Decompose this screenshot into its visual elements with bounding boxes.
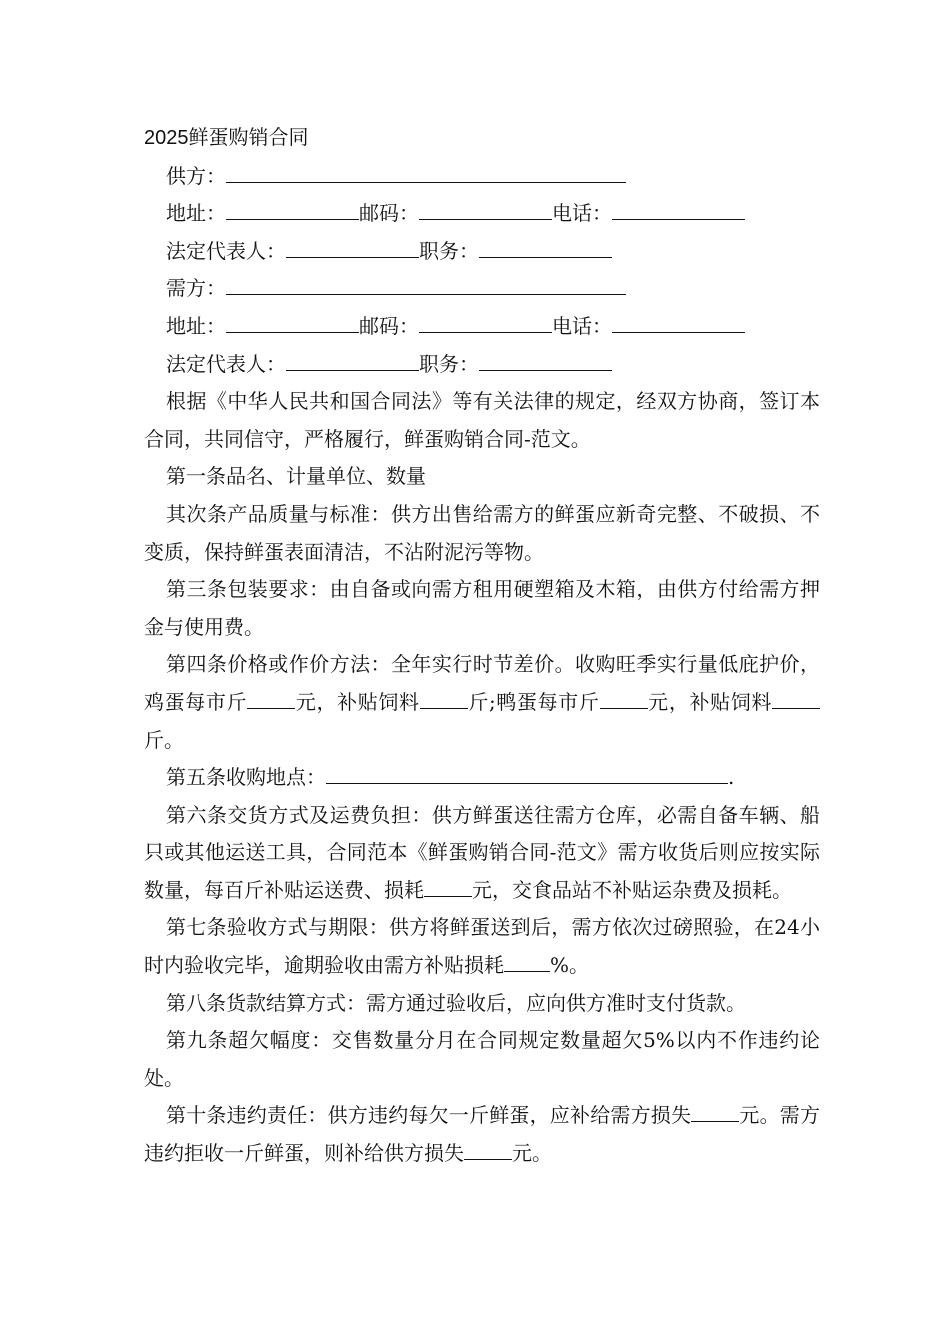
buyer-name-blank[interactable]	[226, 274, 626, 295]
buyer-phone-label: 电话：	[552, 313, 612, 338]
supplier-name-blank[interactable]	[226, 162, 626, 183]
article-10-text-2: 元。需方违约拒收一斤鲜蛋，则补给供方损失	[144, 1103, 821, 1166]
article-4	[144, 646, 820, 759]
buyer-contact-line	[144, 308, 820, 346]
supplier-label: 供方：	[166, 163, 226, 188]
article-5	[144, 759, 820, 797]
article-10-text-1: 第十条违约责任：供方违约每欠一斤鲜蛋，应补给需方损失	[166, 1103, 692, 1128]
supplier-position-blank[interactable]	[479, 237, 612, 258]
supplier-phone-label: 电话：	[552, 201, 612, 226]
buyer-postcode-label: 邮码：	[359, 313, 419, 338]
article-9: 第九条超欠幅度：交售数量分月在合同规定数量超欠5%以内不作违约论处。	[144, 1028, 820, 1090]
supplier-phone-blank[interactable]	[612, 199, 745, 220]
article-10	[144, 1097, 820, 1172]
buyer-label: 需方：	[166, 276, 226, 301]
buyer-address-label: 地址：	[166, 313, 226, 338]
buyer-phone-blank[interactable]	[612, 312, 745, 333]
duck-egg-price-blank[interactable]	[600, 688, 648, 709]
preamble-paragraph: 根据《中华人民共和国合同法》等有关法律的规定，经双方协商，签订本合同，共同信守，严格履行，鲜蛋购销合同-范文。	[144, 389, 820, 451]
supplier-legal-rep-blank[interactable]	[286, 237, 419, 258]
article-5-label: 第五条收购地点：	[166, 765, 326, 790]
article-3: 第三条包装要求：由自备或向需方租用硬塑箱及木箱，由供方付给需方押金与使用费。	[144, 577, 820, 639]
duck-feed-subsidy-blank[interactable]	[772, 688, 820, 709]
article-7-text-1: 第七条验收方式与期限：供方将鲜蛋送到后，需方依次过磅照验，在24小时内验收完毕，逾期验收由需方补贴损耗	[144, 915, 820, 978]
article-5-end: .	[728, 765, 735, 790]
document-title: 2025鲜蛋购销合同	[144, 127, 309, 149]
article-10-text-3: 元。	[512, 1141, 552, 1166]
article-6-text-2: 元，交食品站不补贴运杂费及损耗。	[472, 877, 792, 902]
document-body	[144, 120, 820, 1173]
article-4-text-1: 第四条价格或作价方法：全年实行时节差价。收购旺季实行量低庇护价，鸡蛋每市斤	[144, 652, 820, 714]
buyer-legal-rep-label: 法定代表人：	[166, 351, 286, 376]
buyer-position-label: 职务：	[419, 351, 479, 376]
buyer-penalty-blank[interactable]	[464, 1139, 512, 1160]
article-4-text-5: 斤。	[144, 727, 184, 752]
buyer-postcode-blank[interactable]	[419, 312, 552, 333]
buyer-rep-line	[144, 346, 820, 384]
article-6-text-1: 第六条交货方式及运费负担：供方鲜蛋送往需方仓库，必需自备车辆、船只或其他运送工具，合同范本《鲜蛋购销合同-范文》需方收货后则应按实际数量，每百斤补贴运送费、损耗	[144, 802, 820, 902]
supplier-penalty-blank[interactable]	[691, 1101, 739, 1122]
supplier-address-label: 地址：	[166, 201, 226, 226]
supplier-position-label: 职务：	[419, 238, 479, 263]
loss-percentage-blank[interactable]	[504, 951, 550, 972]
supplier-legal-rep-label: 法定代表人：	[166, 238, 286, 263]
chicken-feed-subsidy-blank[interactable]	[420, 688, 468, 709]
buyer-position-blank[interactable]	[479, 350, 612, 371]
article-4-text-3: 斤;鸭蛋每市斤	[467, 689, 600, 714]
transport-loss-subsidy-blank[interactable]	[424, 876, 472, 897]
supplier-line	[144, 158, 820, 196]
article-1: 第一条品名、计量单位、数量	[166, 464, 426, 489]
supplier-postcode-label: 邮码：	[359, 201, 419, 226]
article-4-text-4: 元，补贴饲料	[647, 689, 773, 714]
supplier-contact-line	[144, 195, 820, 233]
article-4-text-2: 元，补贴饲料	[295, 689, 420, 714]
supplier-address-blank[interactable]	[226, 199, 359, 220]
supplier-rep-line	[144, 233, 820, 271]
article-2: 其次条产品质量与标准：供方出售给需方的鲜蛋应新奇完整、不破损、不变质，保持鲜蛋表面清洁，不沾附泥污等物。	[144, 501, 820, 564]
chicken-egg-price-blank[interactable]	[247, 688, 295, 709]
buyer-line	[144, 270, 820, 308]
article-8: 第八条货款结算方式：需方通过验收后，应向供方准时支付货款。	[166, 990, 746, 1015]
article-7	[144, 909, 820, 984]
buyer-legal-rep-blank[interactable]	[286, 350, 419, 371]
purchase-location-blank[interactable]	[326, 763, 728, 784]
article-6	[144, 797, 820, 910]
supplier-postcode-blank[interactable]	[419, 199, 552, 220]
buyer-address-blank[interactable]	[226, 312, 359, 333]
article-7-text-2: %。	[550, 953, 590, 978]
